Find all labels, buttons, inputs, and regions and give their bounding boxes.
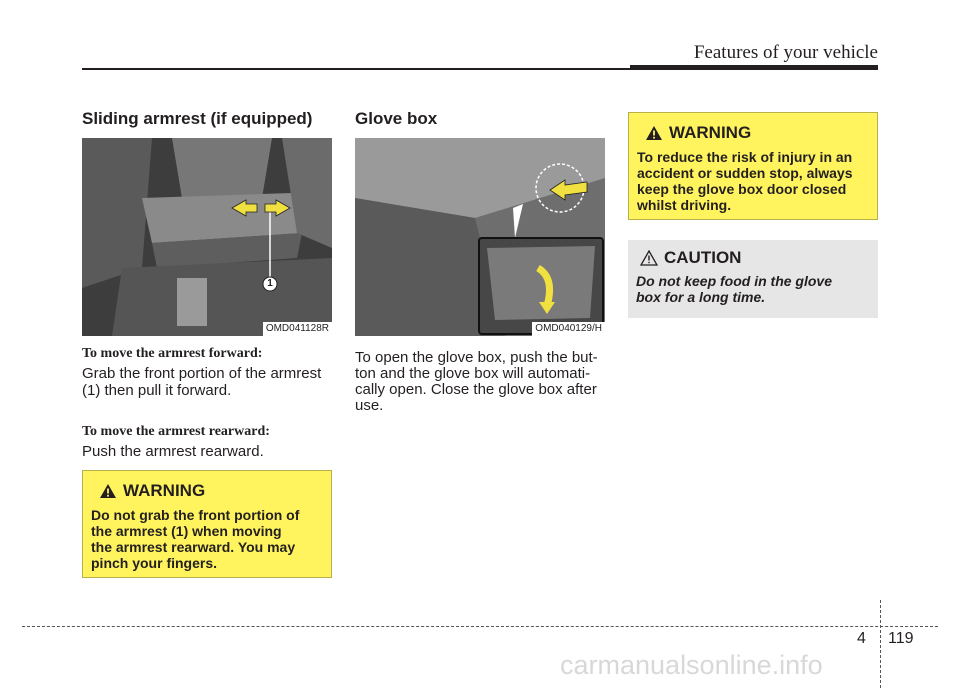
footer-dashed-rule <box>22 626 938 627</box>
armrest-forward-label: To move the armrest forward: <box>82 346 263 361</box>
glovebox-warning-text <box>637 149 869 213</box>
glovebox-warning-box <box>628 112 878 220</box>
caution-title-row <box>640 248 870 268</box>
glovebox-image-code: OMD040129/H <box>532 322 605 336</box>
warning-triangle-icon <box>645 125 663 141</box>
glovebox-warning-line: whilst driving. <box>637 197 732 213</box>
caution-line: box for a long time. <box>636 289 766 305</box>
armrest-rearward-text: Push the armrest rearward. <box>82 443 264 460</box>
caution-title: CAUTION <box>664 248 742 267</box>
glovebox-text <box>355 350 607 414</box>
armrest-callout-1: 1 <box>267 278 273 289</box>
glovebox-heading: Glove box <box>355 109 438 128</box>
armrest-warning-text <box>91 507 323 571</box>
caution-box <box>628 240 878 318</box>
armrest-rearward-label: To move the armrest rearward: <box>82 424 270 439</box>
caution-triangle-icon <box>640 250 658 266</box>
page-header-title: Features of your vehicle <box>693 42 878 63</box>
glovebox-text-line: To open the glove box, push the but- <box>355 349 598 366</box>
armrest-heading: Sliding armrest (if equipped) <box>82 109 313 128</box>
glovebox-warning-line: keep the glove box door closed <box>637 181 847 197</box>
caution-line: Do not keep food in the glove <box>636 273 832 289</box>
armrest-warning-title-row <box>99 481 323 501</box>
armrest-warning-box <box>82 470 332 578</box>
armrest-warning-title: WARNING <box>123 481 206 500</box>
glovebox-warning-title: WARNING <box>669 123 752 142</box>
glovebox-illustration <box>355 138 605 336</box>
page-number: 119 <box>888 630 914 647</box>
glovebox-warning-line: To reduce the risk of injury in an <box>637 149 853 165</box>
header-rule-accent <box>630 65 878 70</box>
glovebox-drawing <box>355 138 605 336</box>
glovebox-text-line: ton and the glove box will automati- <box>355 365 591 382</box>
warning-triangle-icon <box>99 483 117 499</box>
glovebox-text-line: use. <box>355 397 384 414</box>
armrest-forward-text-2: (1) then pull it forward. <box>82 382 232 399</box>
armrest-warning-line: pinch your fingers. <box>91 555 218 571</box>
chapter-number: 4 <box>857 630 866 647</box>
glovebox-warning-line: accident or sudden stop, always <box>637 165 853 181</box>
caution-text <box>636 273 870 305</box>
glovebox-text-line: cally open. Close the glove box after <box>355 381 597 398</box>
footer-dashed-divider <box>880 600 881 688</box>
armrest-warning-line: the armrest rearward. You may <box>91 539 296 555</box>
armrest-illustration <box>82 138 332 336</box>
armrest-warning-line: Do not grab the front portion of <box>91 507 300 523</box>
glovebox-warning-title-row <box>645 123 869 143</box>
armrest-warning-line: the armrest (1) when moving <box>91 523 282 539</box>
armrest-image-code: OMD041128R <box>263 322 332 336</box>
armrest-forward-text-1: Grab the front portion of the armrest <box>82 365 322 382</box>
armrest-drawing <box>82 138 332 336</box>
watermark: carmanualsonline.info <box>560 650 823 680</box>
